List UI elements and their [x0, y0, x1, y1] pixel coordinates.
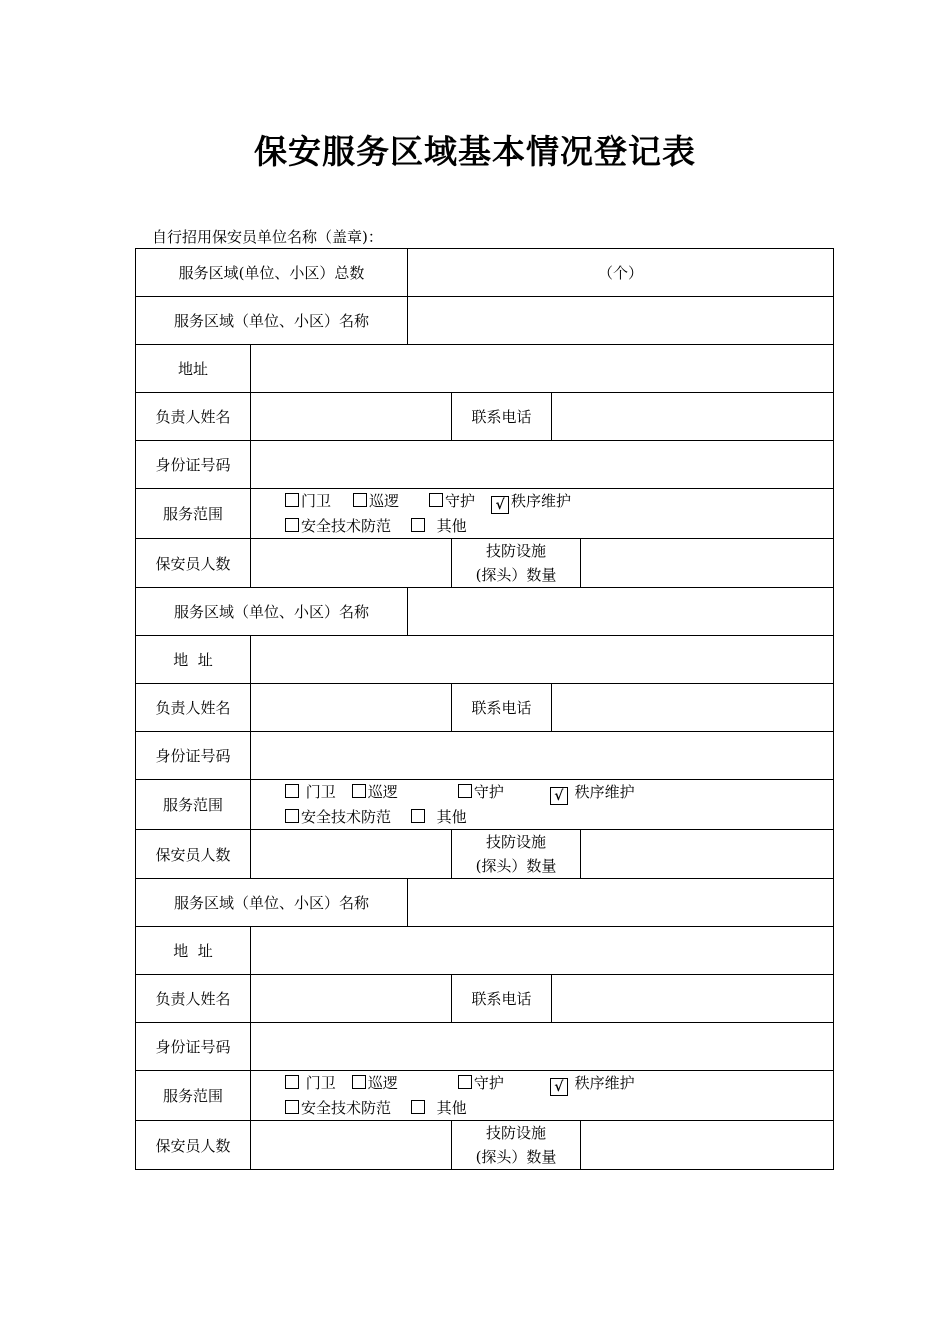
total-label: 服务区域(单位、小区）总数 — [136, 249, 408, 297]
area2-principal-row — [136, 684, 834, 732]
area3-phone-value[interactable] — [552, 975, 834, 1023]
area1-guards-value[interactable] — [251, 539, 452, 588]
area2-name-value[interactable] — [408, 588, 834, 636]
area3-name-value[interactable] — [408, 879, 834, 927]
checkbox-icon — [352, 784, 366, 798]
company-name-label: 自行招用保安员单位名称（盖章)： — [152, 228, 383, 246]
checkbox-icon — [285, 1100, 299, 1114]
area3-scope-label: 服务范围 — [136, 1071, 251, 1121]
checkbox-icon — [353, 493, 367, 507]
area1-principal-value[interactable] — [251, 393, 452, 441]
area2-phone-value[interactable] — [552, 684, 834, 732]
area1-address-row — [136, 345, 834, 393]
area2-guards-value[interactable] — [251, 830, 452, 879]
area2-name-row — [136, 588, 834, 636]
area3-name-row — [136, 879, 834, 927]
checked-checkbox-icon: √ — [550, 1078, 568, 1096]
area1-phone-label: 联系电话 — [452, 393, 552, 441]
checkbox-icon — [411, 518, 425, 532]
area2-scope-options — [251, 780, 834, 830]
area3-address-row — [136, 927, 834, 975]
area3-address-value[interactable] — [251, 927, 834, 975]
area1-id-row — [136, 441, 834, 489]
area3-principal-row — [136, 975, 834, 1023]
area2-address-row — [136, 636, 834, 684]
area2-principal-label: 负责人姓名 — [136, 684, 251, 732]
area1-name-row — [136, 297, 834, 345]
scope-option-order[interactable]: √ 秩序维护 — [550, 1071, 635, 1096]
registration-table — [135, 248, 834, 1170]
area1-id-label: 身份证号码 — [136, 441, 251, 489]
scope-option-patrol[interactable]: 巡逻 — [352, 1071, 398, 1095]
area1-tech-value[interactable] — [581, 539, 834, 588]
checkbox-icon — [411, 1100, 425, 1114]
area1-guards-label: 保安员人数 — [136, 539, 251, 588]
area1-scope-options — [251, 489, 834, 539]
area1-id-value[interactable] — [251, 441, 834, 489]
area2-tech-value[interactable] — [581, 830, 834, 879]
area2-address-label: 地 址 — [136, 636, 251, 684]
scope-option-patrol[interactable]: 巡逻 — [352, 780, 398, 804]
area1-principal-label: 负责人姓名 — [136, 393, 251, 441]
area2-tech-label: 技防设施 (探头）数量 — [452, 830, 581, 879]
area3-id-label: 身份证号码 — [136, 1023, 251, 1071]
scope-option-gate[interactable]: 门卫 — [285, 489, 331, 513]
checked-checkbox-icon: √ — [491, 496, 509, 514]
area1-name-label: 服务区域（单位、小区）名称 — [136, 297, 408, 345]
area2-scope-label: 服务范围 — [136, 780, 251, 830]
scope-option-guard[interactable]: 守护 — [429, 489, 475, 513]
checkbox-icon — [285, 1075, 299, 1089]
area3-scope-options — [251, 1071, 834, 1121]
scope-option-order[interactable]: √ 秩序维护 — [550, 780, 635, 805]
area3-phone-label: 联系电话 — [452, 975, 552, 1023]
scope-option-patrol[interactable]: 巡逻 — [353, 489, 399, 513]
area3-address-label: 地 址 — [136, 927, 251, 975]
scope-option-tech[interactable]: 安全技术防范 — [285, 1096, 391, 1120]
scope-option-order[interactable]: √ 秩序维护 — [491, 489, 571, 514]
checkbox-icon — [285, 809, 299, 823]
scope-option-tech[interactable]: 安全技术防范 — [285, 805, 391, 829]
checkbox-icon — [458, 1075, 472, 1089]
area1-tech-label: 技防设施 (探头）数量 — [452, 539, 581, 588]
area2-id-row — [136, 732, 834, 780]
area1-principal-row — [136, 393, 834, 441]
area2-id-label: 身份证号码 — [136, 732, 251, 780]
checkbox-icon — [411, 809, 425, 823]
scope-option-tech[interactable]: 安全技术防范 — [285, 514, 391, 538]
checkbox-icon — [285, 518, 299, 532]
scope-option-gate[interactable]: 门卫 — [285, 1071, 336, 1095]
scope-option-other[interactable]: 其他 — [411, 805, 467, 829]
area2-scope-row — [136, 780, 834, 830]
area2-name-label: 服务区域（单位、小区）名称 — [136, 588, 408, 636]
area3-tech-label: 技防设施 (探头）数量 — [452, 1121, 581, 1170]
scope-option-gate[interactable]: 门卫 — [285, 780, 336, 804]
area1-address-label: 地址 — [136, 345, 251, 393]
area1-name-value[interactable] — [408, 297, 834, 345]
area3-scope-row — [136, 1071, 834, 1121]
area2-guards-label: 保安员人数 — [136, 830, 251, 879]
checkbox-icon — [458, 784, 472, 798]
area2-phone-label: 联系电话 — [452, 684, 552, 732]
area3-principal-label: 负责人姓名 — [136, 975, 251, 1023]
form-title: 保安服务区域基本情况登记表 — [254, 132, 696, 171]
area1-scope-row — [136, 489, 834, 539]
checkbox-icon — [429, 493, 443, 507]
checkbox-icon — [352, 1075, 366, 1089]
area3-name-label: 服务区域（单位、小区）名称 — [136, 879, 408, 927]
scope-option-other[interactable]: 其他 — [411, 514, 467, 538]
area3-id-row — [136, 1023, 834, 1071]
area1-guards-row — [136, 539, 834, 588]
checkbox-icon — [285, 784, 299, 798]
total-row — [136, 249, 834, 297]
checkbox-icon — [285, 493, 299, 507]
checked-checkbox-icon: √ — [550, 787, 568, 805]
scope-option-other[interactable]: 其他 — [411, 1096, 467, 1120]
scope-option-guard[interactable]: 守护 — [458, 1071, 504, 1095]
area1-phone-value[interactable] — [552, 393, 834, 441]
area3-principal-value[interactable] — [251, 975, 452, 1023]
area2-address-value[interactable] — [251, 636, 834, 684]
area2-id-value[interactable] — [251, 732, 834, 780]
scope-option-guard[interactable]: 守护 — [458, 780, 504, 804]
area3-tech-value[interactable] — [581, 1121, 834, 1170]
total-unit[interactable]: （个） — [408, 249, 834, 297]
area3-guards-value[interactable] — [251, 1121, 452, 1170]
area1-address-value[interactable] — [251, 345, 834, 393]
area3-guards-label: 保安员人数 — [136, 1121, 251, 1170]
area3-guards-row — [136, 1121, 834, 1170]
area2-principal-value[interactable] — [251, 684, 452, 732]
area3-id-value[interactable] — [251, 1023, 834, 1071]
area1-scope-label: 服务范围 — [136, 489, 251, 539]
area2-guards-row — [136, 830, 834, 879]
